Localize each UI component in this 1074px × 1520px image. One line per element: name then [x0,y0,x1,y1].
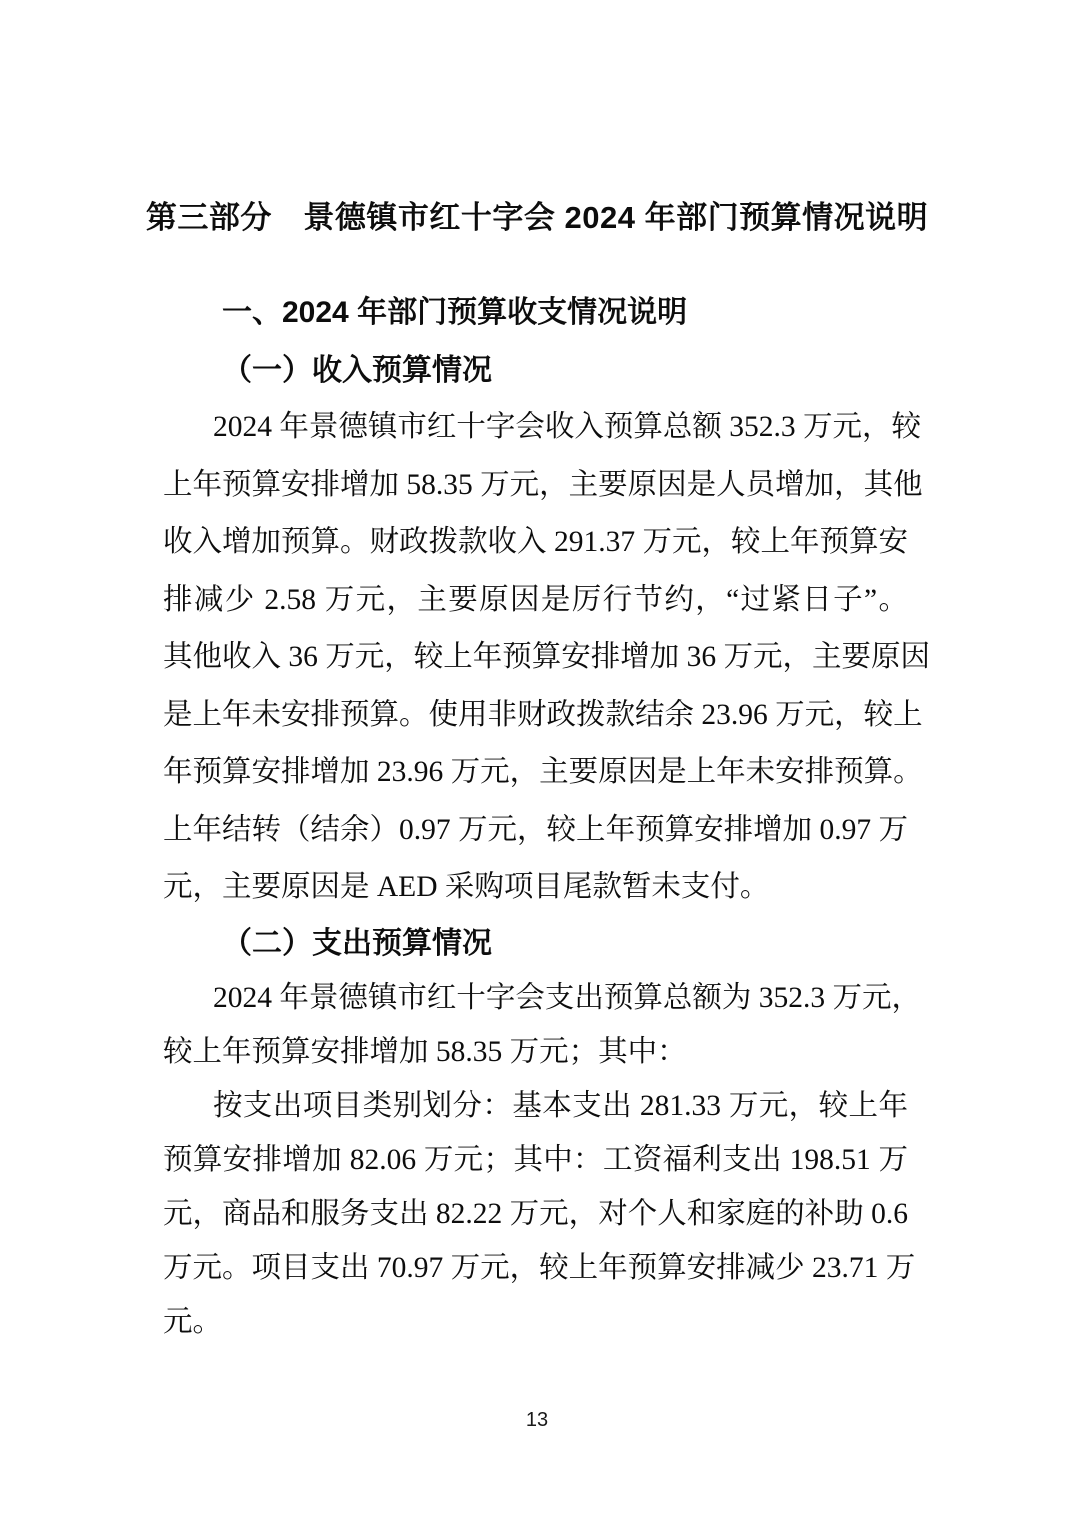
text-line: 收入增加预算。财政拨款收入 291.37 万元，较上年预算安 [163,526,908,558]
text-line: 预算安排增加 82.06 万元；其中：工资福利支出 198.51 万 [163,1143,908,1176]
expense-budget-paragraph-total [163,971,922,1079]
text-line: 元，商品和服务支出 82.22 万元，对个人和家庭的补助 0.6 [163,1197,908,1230]
text-line: 是上年未安排预算。使用非财政拨款结余 23.96 万元，较上 [163,698,923,731]
page-number: 13 [525,1409,549,1431]
document-body [163,284,931,1349]
text-line: 年预算安排增加 23.96 万元，主要原因是上年未安排预算。 [163,756,923,788]
text-line: 按支出项目类别划分：基本支出 281.33 万元，较上年 [213,1089,908,1122]
expense-budget-heading: （二）支出预算情况 [222,926,492,960]
text-line: 上年预算安排增加 58.35 万元，主要原因是人员增加，其他 [163,468,923,501]
text-line: 其他收入 36 万元，较上年预算安排增加 36 万元，主要原因 [163,641,931,673]
text-line: 上年结转（结余）0.97 万元，较上年预算安排增加 0.97 万 [163,813,908,846]
income-budget-heading: （一）收入预算情况 [222,353,492,387]
text-line: 2024 年景德镇市红十字会支出预算总额为 352.3 万元， [213,981,922,1014]
text-line: 元。 [163,1305,223,1338]
document-title: 第三部分 景德镇市红十字会 2024 年部门预算情况说明 [145,200,929,235]
text-line: 元，主要原因是 AED 采购项目尾款暂未支付。 [163,871,770,903]
expense-budget-paragraph-breakdown [163,1079,916,1349]
text-line: 排减少 2.58 万元，主要原因是厉行节约，“过紧日子”。 [163,583,908,616]
text-line: 万元。项目支出 70.97 万元，较上年预算安排减少 23.71 万 [163,1251,916,1284]
income-budget-paragraph [163,399,931,917]
section-heading-budget-overview: 一、2024 年部门预算收支情况说明 [222,296,688,329]
text-line: 较上年预算安排增加 58.35 万元；其中： [163,1035,687,1068]
text-line: 2024 年景德镇市红十字会收入预算总额 352.3 万元，较 [213,411,922,443]
